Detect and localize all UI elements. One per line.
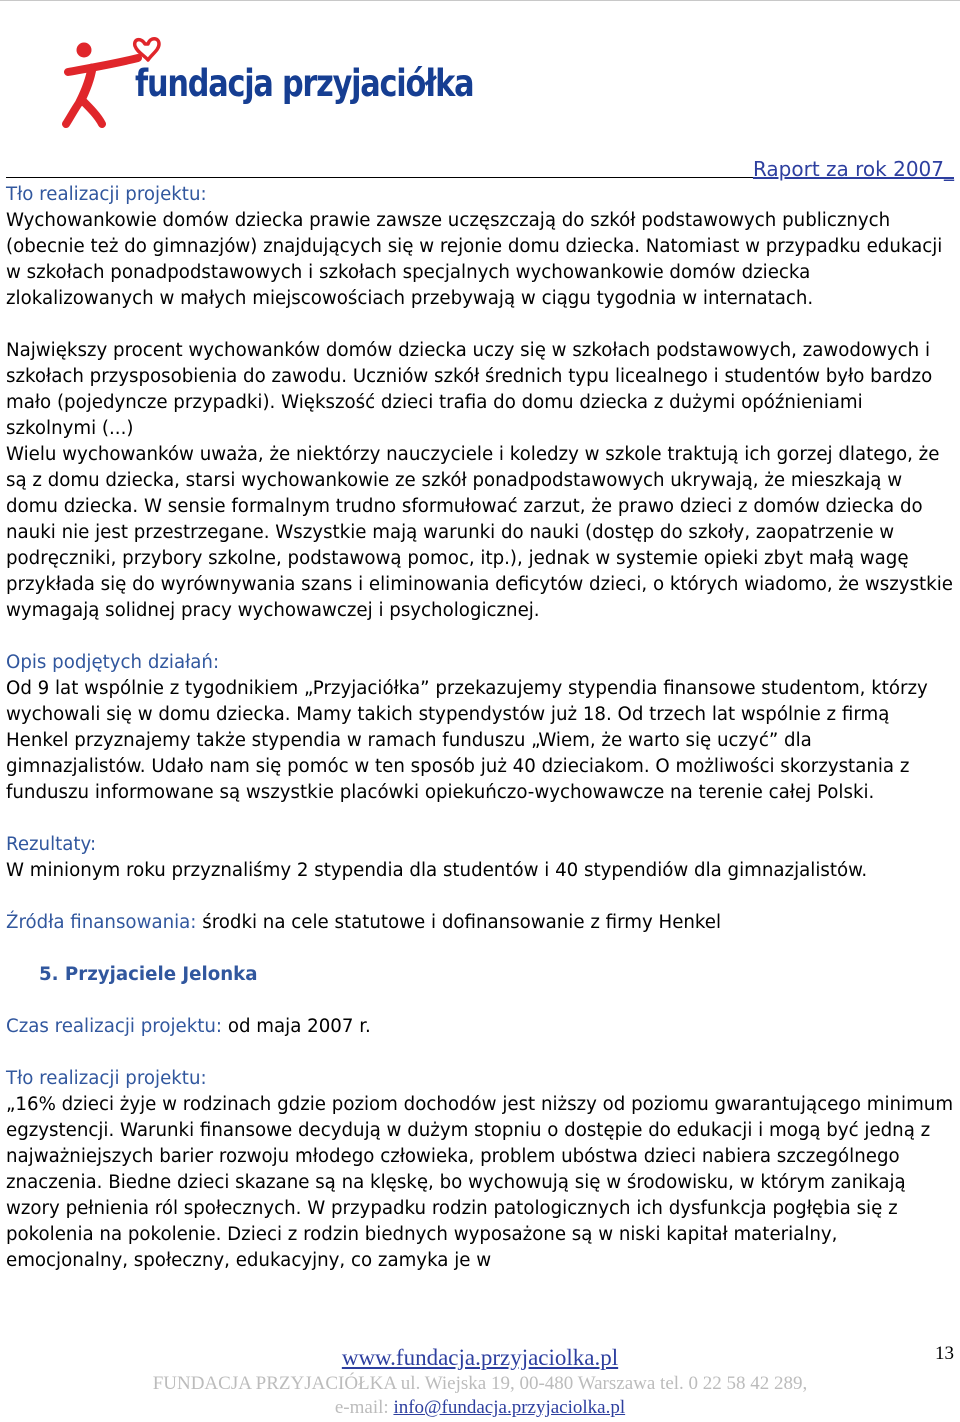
czas-value: od maja 2007 r. xyxy=(222,1016,371,1037)
logo-text: fundacja przyjaciółka xyxy=(135,62,474,105)
footer-email-link[interactable]: info@fundacja.przyjaciolka.pl xyxy=(393,1397,626,1418)
section-heading: 5. Przyjaciele Jelonka xyxy=(39,964,258,985)
footer-website-link[interactable]: www.fundacja.przyjaciolka.pl xyxy=(341,1345,619,1370)
footer-address: FUNDACJA PRZYJACIÓŁKA ul. Wiejska 19, 00-480 Warszawa tel. 0 22 58 42 289, xyxy=(152,1373,808,1394)
zrodla-value: środki na cele statutowe i dofinansowanie z firmy Henkel xyxy=(196,912,722,933)
tlo-label-2: Tło realizacji projektu: xyxy=(6,1068,207,1089)
header-rule xyxy=(6,177,762,178)
zrodla-line xyxy=(6,910,956,936)
tlo-label-1: Tło realizacji projektu: xyxy=(6,184,207,205)
top-border-line xyxy=(0,0,960,1)
page-number: 13 xyxy=(935,1343,954,1364)
footer-email-label: e-mail: xyxy=(334,1397,394,1418)
rezultaty-label: Rezultaty: xyxy=(6,834,97,855)
czas-label: Czas realizacji projektu: xyxy=(6,1016,223,1037)
opis-label: Opis podjętych działań: xyxy=(6,652,220,673)
tlo-paragraph-2: Największy procent wychowanków domów dziecka uczy się w szkołach podstawowych, zawodowych i szkołach przysposobienia do zawodu. Uczniów szkół średnich typu licealnego i studentów było bardzo mało (pojedyncze przypadki). Większość dzieci trafia do domu dziecka z dużymi opóźnieniami szkolnymi (...) xyxy=(6,340,933,439)
czas-line xyxy=(6,1014,956,1040)
footer-email-line xyxy=(0,1397,960,1419)
tlo-paragraph-1: Wychowankowie domów dziecka prawie zawsze uczęszczają do szkół podstawowych publicznych (obecnie też do gimnazjów) znajdujących się w rejonie domu dziecka. Natomiast w przypadku edukacji w szkołach ponadpodstawowych i szkołach specjalnych wychowankowie domów dziecka zlokalizowanych w małych miejscowościach przebywają w ciągu tygodnia w internatach. xyxy=(6,210,943,309)
document-body xyxy=(6,182,956,1274)
rezultaty-paragraph: W minionym roku przyznaliśmy 2 stypendia dla studentów i 40 stypendiów dla gimnazjalistów. xyxy=(6,860,868,881)
zrodla-label: Źródła finansowania: xyxy=(6,912,197,933)
opis-paragraph: Od 9 lat wspólnie z tygodnikiem „Przyjaciółka” przekazujemy stypendia finansowe studentom, którzy wychowali się w domu dziecka. Mamy takich stypendystów już 18. Od trzech lat wspólnie z firmą Henkel przyznajemy także stypendia w ramach funduszu „Wiem, że warto się uczyć” dla gimnazjalistów. Udało nam się pomóc w ten sposób już 40 dzieciakom. O możliwości skorzystania z funduszu informowane są wszystkie placówki opiekuńczo-wychowawcze na terenie całej Polski. xyxy=(6,678,928,803)
report-label: Raport za rok 2007_ xyxy=(752,157,954,181)
tlo-paragraph-3: Wielu wychowanków uważa, że niektórzy nauczyciele i koledzy w szkole traktują ich gorzej dlatego, że są z domu dziecka, starsi wychowankowie ze szkół ponadpodstawowych ukrywają, że mieszkają w domu dziecka. W sensie formalnym trudno sformułować zarzut, że prawo dzieci z domów dziecka do nauki nie jest przestrzegane. Wszystkie mają warunki do nauki (dostęp do szkoły, zaopatrzenie w podręczniki, przybory szkolne, podstawową pomoc, itp.), jednak w systemie opieki zbyt małą wagę przykłada się do wyrównywania szans i eliminowania deficytów dzieci, o których wiadomo, że wszystkie wymagają solidnej pracy wychowawczej i psychologicznej. xyxy=(6,444,953,621)
tlo-paragraph-4: „16% dzieci żyje w rodzinach gdzie poziom dochodów jest niższy od poziomu gwarantującego minimum egzystencji. Warunki finansowe decydują w dużym stopniu o dostępie do edukacji i mogą być jedną z najważniejszych barier rozwoju młodego człowieka, problem ubóstwa dzieci nabiera szczególnego znaczenia. Biedne dzieci skazane są na klęskę, bo wychowują się w środowisku, w którym zanikają wzory pełnienia ról społecznych. W przypadku rodzin patologicznych ich dysfunkcja pogłębia się z pokolenia na pokolenie. Dzieci z rodzin biednych wyposażone są w niski kapitał materialny, emocjonalny, społeczny, edukacyjny, co zamyka je w xyxy=(6,1094,954,1271)
